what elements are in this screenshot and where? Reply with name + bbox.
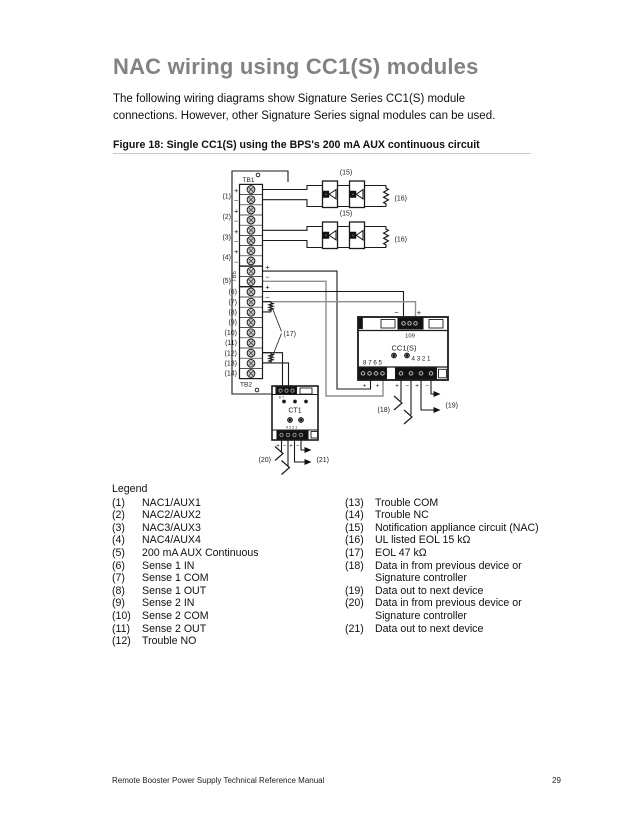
legend-item-text: Trouble NO <box>142 635 197 648</box>
legend-item <box>112 635 338 648</box>
legend-item <box>112 585 338 598</box>
legend-item <box>112 509 338 522</box>
legend-item-number: (3) <box>112 521 125 534</box>
legend-item <box>112 623 338 636</box>
sign-3p: + <box>234 226 239 236</box>
sign-5m: − <box>265 272 270 282</box>
sign-4m: − <box>234 257 239 267</box>
legend-item-text: NAC4/AUX4 <box>142 534 201 547</box>
ct1-minus2: − <box>295 443 300 450</box>
sign-5p: + <box>265 262 270 272</box>
legend-item <box>345 534 545 547</box>
cc1-bl-plus1: + <box>362 382 367 390</box>
callout-21: (21) <box>316 457 329 464</box>
figure-caption: Figure 18: Single CC1(S) using the BPS's 200 mA AUX continuous circuit <box>113 139 480 151</box>
sign-7m: − <box>265 292 270 302</box>
callout-13: (13) <box>224 360 237 368</box>
footer-manual-title: Remote Booster Power Supply Technical Reference Manual <box>112 776 325 785</box>
legend-item-number: (14) <box>345 509 364 522</box>
callout-14: (14) <box>224 370 237 378</box>
legend-item-number: (9) <box>112 597 125 610</box>
callout-7: (7) <box>228 299 237 307</box>
cc1-br-minus2: − <box>425 382 429 390</box>
caption-divider <box>113 153 531 154</box>
legend-item-number: (20) <box>345 597 364 610</box>
intro-line-1: The following wiring diagrams show Signature Series CC1(S) module <box>113 93 466 105</box>
intro-line-2: connections. However, other Signature Series signal modules can be used. <box>113 110 496 122</box>
sign-1p: + <box>234 186 239 195</box>
legend-item <box>112 547 338 560</box>
legend-item-number: (1) <box>112 496 125 509</box>
wiring-diagram <box>100 160 560 490</box>
legend-item-text: Data in from previous device or Signature controller <box>375 597 522 622</box>
legend-item <box>112 597 338 610</box>
sign-2m: − <box>234 216 239 226</box>
legend-item-text: UL listed EOL 15 kΩ <box>375 534 471 547</box>
legend-item-text: NAC2/AUX2 <box>142 509 201 522</box>
callout-1: (1) <box>222 193 231 201</box>
legend-item-text: Sense 1 IN <box>142 559 195 572</box>
cc1-top-plus: + <box>416 308 422 317</box>
legend-item-number: (6) <box>112 559 125 572</box>
footer-page-number: 29 <box>552 776 561 785</box>
callout-16a: (16) <box>394 195 407 203</box>
legend-item-number: (7) <box>112 572 125 585</box>
legend-item-text: Sense 2 OUT <box>142 622 207 635</box>
legend-item-number: (16) <box>345 534 364 547</box>
callout-2: (2) <box>222 213 231 221</box>
legend-left-column <box>112 497 338 648</box>
legend-item-text: Data out to next device <box>375 622 484 635</box>
sign-1m: − <box>234 196 239 206</box>
legend-item <box>345 547 545 560</box>
legend-item <box>345 585 545 598</box>
ct1-plus2: + <box>289 443 293 450</box>
legend-heading: Legend <box>112 483 148 495</box>
ct1-module-name: CT1 <box>288 407 302 415</box>
legend-item <box>112 534 338 547</box>
ct1-bottom-numbers: 4 3 2 1 <box>285 425 298 430</box>
legend-item <box>345 597 545 622</box>
callout-19: (19) <box>445 402 458 410</box>
legend-item-number: (17) <box>345 546 364 559</box>
legend-item <box>345 560 545 585</box>
legend-item <box>345 522 545 535</box>
cc1-br-plus2: + <box>415 382 419 390</box>
legend-item-text: 200 mA AUX Continuous <box>142 546 259 559</box>
ct1-plus1: + <box>276 443 280 450</box>
callout-10: (10) <box>224 329 237 337</box>
callout-6: (6) <box>228 289 237 297</box>
legend-item-text: Sense 1 OUT <box>142 584 207 597</box>
legend-item-number: (4) <box>112 534 125 547</box>
callout-8: (8) <box>228 309 237 317</box>
tb1-label: TB1 <box>242 177 255 184</box>
callout-15b: (15) <box>339 210 353 218</box>
legend <box>112 483 552 648</box>
legend-item-number: (2) <box>112 509 125 522</box>
legend-item-text: Sense 1 COM <box>142 572 209 585</box>
cc1-terminals-right: 4 3 2 1 <box>411 355 431 363</box>
legend-item <box>345 509 545 522</box>
callout-17: (17) <box>283 331 296 338</box>
callout-11: (11) <box>225 340 237 348</box>
legend-item-number: (11) <box>112 622 131 635</box>
legend-item-text: Trouble NC <box>375 509 429 522</box>
callout-3: (3) <box>222 234 231 242</box>
ct1-minus1: − <box>282 443 287 450</box>
tb5-label: TB5 <box>232 271 238 282</box>
legend-item-text: Notification appliance circuit (NAC) <box>375 521 539 534</box>
legend-item <box>112 572 338 585</box>
callout-20: (20) <box>258 457 271 464</box>
callout-15a: (15) <box>339 169 353 177</box>
legend-item-number: (8) <box>112 584 125 597</box>
callout-16b: (16) <box>394 236 407 244</box>
legend-item-number: (18) <box>345 559 364 572</box>
legend-item-number: (19) <box>345 584 364 597</box>
cc1-top-minus: − <box>394 308 399 317</box>
legend-right-column <box>345 497 545 636</box>
cc1-riser-number: 109 <box>405 333 415 340</box>
legend-item-number: (5) <box>112 546 125 559</box>
legend-item-number: (15) <box>345 521 364 534</box>
legend-item <box>112 610 338 623</box>
callout-5: (5) <box>222 278 231 285</box>
legend-item-text: Trouble COM <box>375 496 439 509</box>
legend-item <box>112 560 338 573</box>
legend-item-number: (21) <box>345 622 364 635</box>
legend-item-text: NAC1/AUX1 <box>142 496 201 509</box>
legend-item-text: EOL 47 kΩ <box>375 546 427 559</box>
cc1-module-name: CC1(S) <box>391 343 417 353</box>
callout-12: (12) <box>224 350 237 358</box>
legend-item <box>345 623 545 636</box>
tb2-label: TB2 <box>240 381 252 389</box>
sign-3m: − <box>234 237 239 246</box>
callout-4: (4) <box>222 254 231 262</box>
cc1-terminals-left: 8 7 6 5 <box>363 359 382 367</box>
legend-item <box>112 522 338 535</box>
ct1-top-numbers: 6 7 <box>278 395 285 400</box>
callout-9: (9) <box>228 319 237 327</box>
legend-item <box>345 497 545 510</box>
legend-item-text: Data in from previous device or Signature controller <box>375 559 522 585</box>
sign-6p: + <box>265 282 270 292</box>
legend-item-text: Sense 2 IN <box>142 597 195 610</box>
sign-4p: + <box>234 247 239 257</box>
cc1-br-minus1: − <box>405 382 409 390</box>
legend-item <box>112 497 338 510</box>
cc1-br-plus1: + <box>395 382 399 390</box>
page-title: NAC wiring using CC1(S) modules <box>113 54 479 79</box>
legend-item-text: NAC3/AUX3 <box>142 521 201 534</box>
sign-2p: + <box>234 206 239 216</box>
callout-18: (18) <box>377 407 390 414</box>
legend-item-text: Sense 2 COM <box>142 609 209 622</box>
legend-item-text: Data out to next device <box>375 584 484 597</box>
legend-item-number: (10) <box>112 609 131 622</box>
legend-item-number: (12) <box>112 635 131 648</box>
cc1-bl-plus2: + <box>375 382 380 390</box>
legend-item-number: (13) <box>345 496 364 509</box>
